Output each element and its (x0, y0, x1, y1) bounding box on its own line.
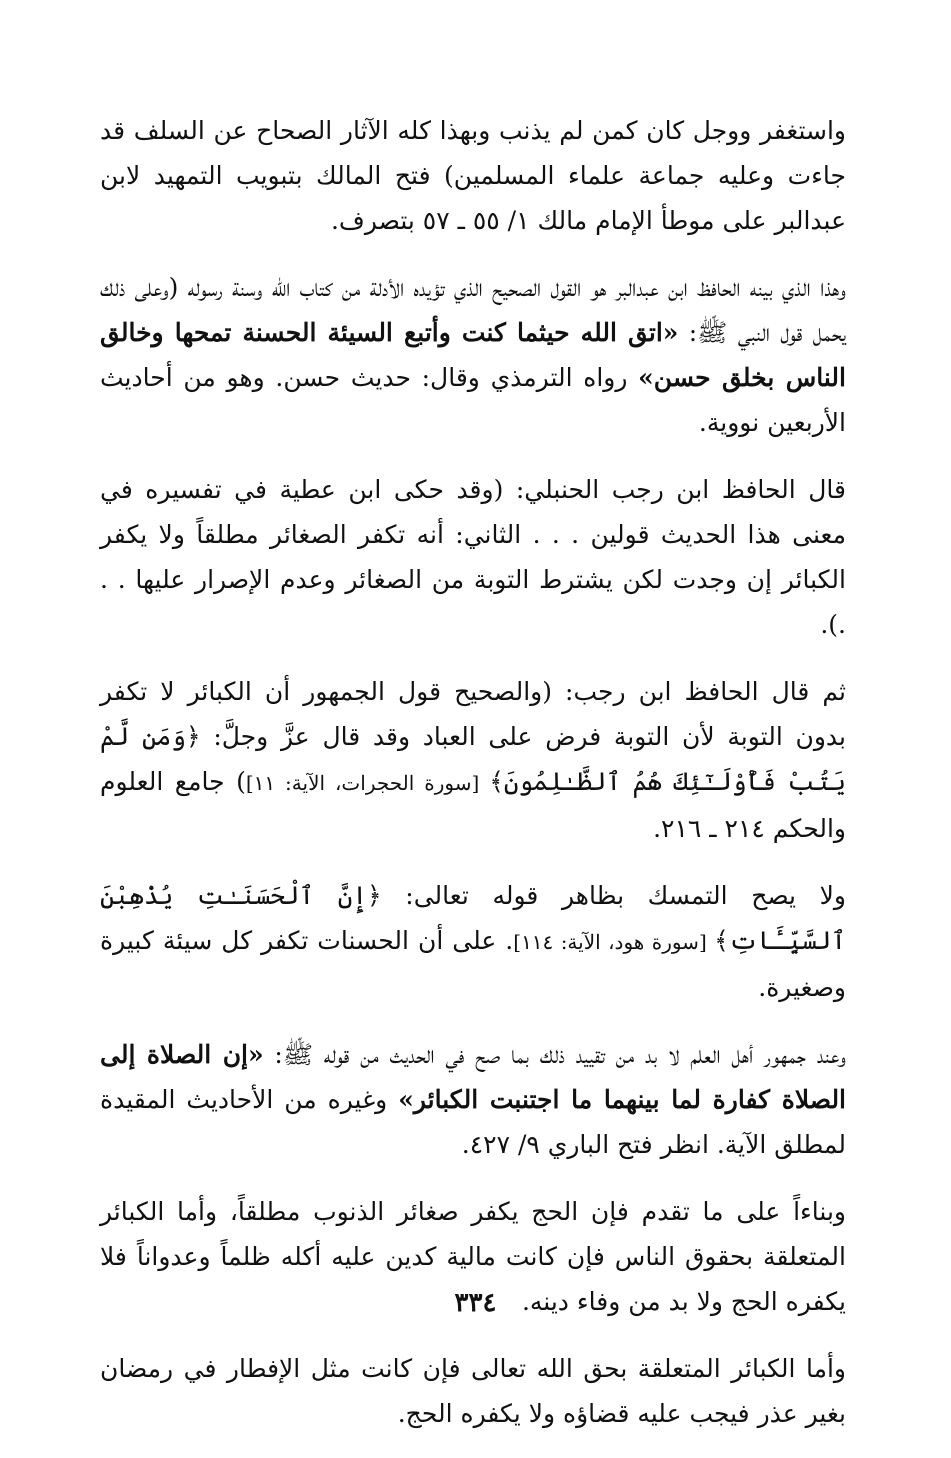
paragraph-3 (100, 467, 846, 647)
paragraph-8-text: وأما الكبائر المتعلقة بحق الله تعالى فإن كانت مثل الإفطار في رمضان بغير عذر فيجب عليه قضاؤه ولا يكفره الحج. (100, 1354, 846, 1428)
quran-reference-2: [سورة هود، الآية: ١١٤] (513, 930, 715, 954)
paragraph-1 (100, 108, 846, 243)
paragraph-4 (100, 669, 846, 851)
paragraph-8 (100, 1346, 846, 1436)
paragraph-4-text-a: ثم قال الحافظ ابن رجب: (والصحيح قول الجمهور أن الكبائر لا تكفر بدون التوبة لأن التوبة فرض على العباد وقد قال عزَّ وجلَّ: (100, 677, 847, 751)
paragraph-7-text: وبناءاً على ما تقدم فإن الحج يكفر صغائر الذنوب مطلقاً، وأما الكبائر المتعلقة بحقوق الناس فإن كانت مالية كدين عليه أكله ظلماً وعدواناً فلا يكفره الحج ولا بد من وفاء دينه. (100, 1197, 846, 1316)
paragraph-2-text-b: رواه الترمذي وقال: حديث حسن. وهو من أحاديث الأربعين نووية. (100, 363, 846, 437)
hadith-quote-1: «اتق الله حيثما كنت وأتبع السيئة الحسنة تمحها وخالق الناس بخلق حسن» (100, 318, 846, 392)
quran-verse-1: ﴿وَمَن لَّمْ يَتُبْ فَأُوْلَـٰٓئِكَ هُمُ ٱلظَّـٰلِمُونَ﴾ (100, 722, 847, 796)
paragraph-3-text: قال الحافظ ابن رجب الحنبلي: (وقد حكى ابن عطية في تفسيره في معنى هذا الحديث قولين . . . الثاني: أنه تكفر الصغائر مطلقاً ولا يكفر الكبائر إن وجدت لكن يشترط التوبة من الصغائر وعدم الإصرار عليها . . .). (100, 475, 847, 639)
paragraph-5-text-a: ولا يصح التمسك بظاهر قوله تعالى: (381, 881, 846, 910)
paragraph-1-text: واستغفر ووجل كان كمن لم يذنب وبهذا كله الآثار الصحاح عن السلف قد جاءت وعليه جماعة علماء المسلمين) فتح المالك بتبويب التمهيد لابن عبدالبر على موطأ الإمام مالك ١/ ٥٥ ـ ٥٧ بتصرف. (100, 116, 846, 235)
paragraph-6-text-a: وعند جمهور أهل العلم لا بد من تقييد ذلك بما صح في الحديث من قوله ﷺ: (263, 1040, 846, 1069)
hadith-quote-2: «إن الصلاة إلى الصلاة كفارة لما بينهما ما اجتنبت الكبائر» (100, 1040, 847, 1114)
quran-verse-2: ﴿إِنَّ ٱلْحَسَنَـٰتِ يُذْهِبْنَ ٱلسَّيِّـَٔاتِ﴾ (100, 881, 846, 955)
paragraph-4-text-b: ) جامع العلوم والحكم ٢١٤ ـ ٢١٦. (100, 767, 846, 843)
page-body (100, 108, 846, 1458)
paragraph-2-text-a: وهذا الذي بينه الحافظ ابن عبدالبر هو القول الصحيح الذي تؤيده الأدلة من كتاب الله وسنة رسوله (وعلى ذلك يحمل قول النبي ﷺ: (100, 273, 847, 347)
paragraph-6-text-b: وغيره من الأحاديث المقيدة لمطلق الآية. انظر فتح الباري ٩/ ٤٢٧. (100, 1085, 846, 1159)
page-number: ٣٣٤ (454, 1288, 497, 1318)
paragraph-6 (100, 1032, 846, 1167)
quran-reference-1: [سورة الحجرات، الآية: ١١] (245, 771, 490, 795)
paragraph-5-text-b: . على أن الحسنات تكفر كل سيئة كبيرة وصغيرة. (100, 926, 846, 1002)
paragraph-5 (100, 873, 846, 1010)
paragraph-2 (100, 265, 846, 445)
